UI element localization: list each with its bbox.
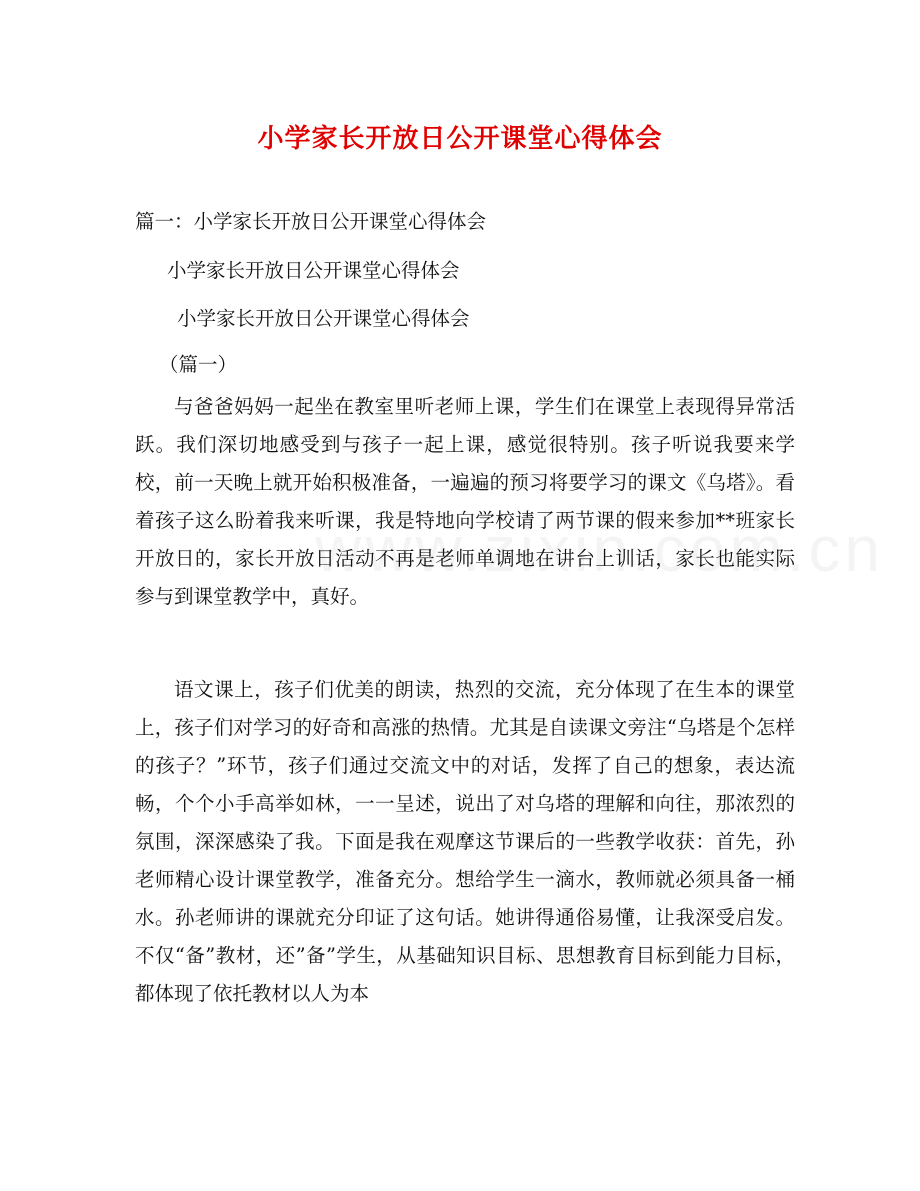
subtitle-2: 小学家长开放日公开课堂心得体会 xyxy=(177,307,470,330)
paragraph-1: 与爸爸妈妈一起坐在教室里听老师上课，学生们在课堂上表现得异常活跃。我们深切地感受到与孩子一起上课，感觉很特别。孩子听说我要来学校，前一天晚上就开始积极准备，一遍遍的预习将要学习的课文《乌塔》。看着孩子这么盼着我来听课，我是特地向学校请了两节课的假来参加**班家长开放日的，家长开放日活动不再是老师单调地在讲台上训话，家长也能实际参与到课堂教学中，真好。 xyxy=(135,395,795,608)
subtitle-1: 小学家长开放日公开课堂心得体会 xyxy=(167,259,460,282)
section-label: （篇一） xyxy=(159,353,238,376)
paragraph-2: 语文课上，孩子们优美的朗读，热烈的交流，充分体现了在生本的课堂上，孩子们对学习的好奇和高涨的热情。尤其是自读课文旁注“乌塔是个怎样的孩子？”环节，孩子们通过交流文中的对话，发挥了自己的想象，表达流畅，个个小手高举如林，一一呈述，说出了对乌塔的理解和向往，那浓烈的氛围，深深感染了我。下面是我在观摩这节课后的一些教学收获：首先，孙老师精心设计课堂教学，准备充分。想给学生一滴水，教师就必须具备一桶水。孙老师讲的课就充分印证了这句话。她讲得通俗易懂，让我深受启发。不仅“备”教材，还”备”学生，从基础知识目标、思想教育目标到能力目标，都体现了依托教材以人为本 xyxy=(135,678,795,1005)
document-title: 小学家长开放日公开课堂心得体会 xyxy=(257,124,663,154)
part-heading: 篇一：小学家长开放日公开课堂心得体会 xyxy=(135,210,487,233)
